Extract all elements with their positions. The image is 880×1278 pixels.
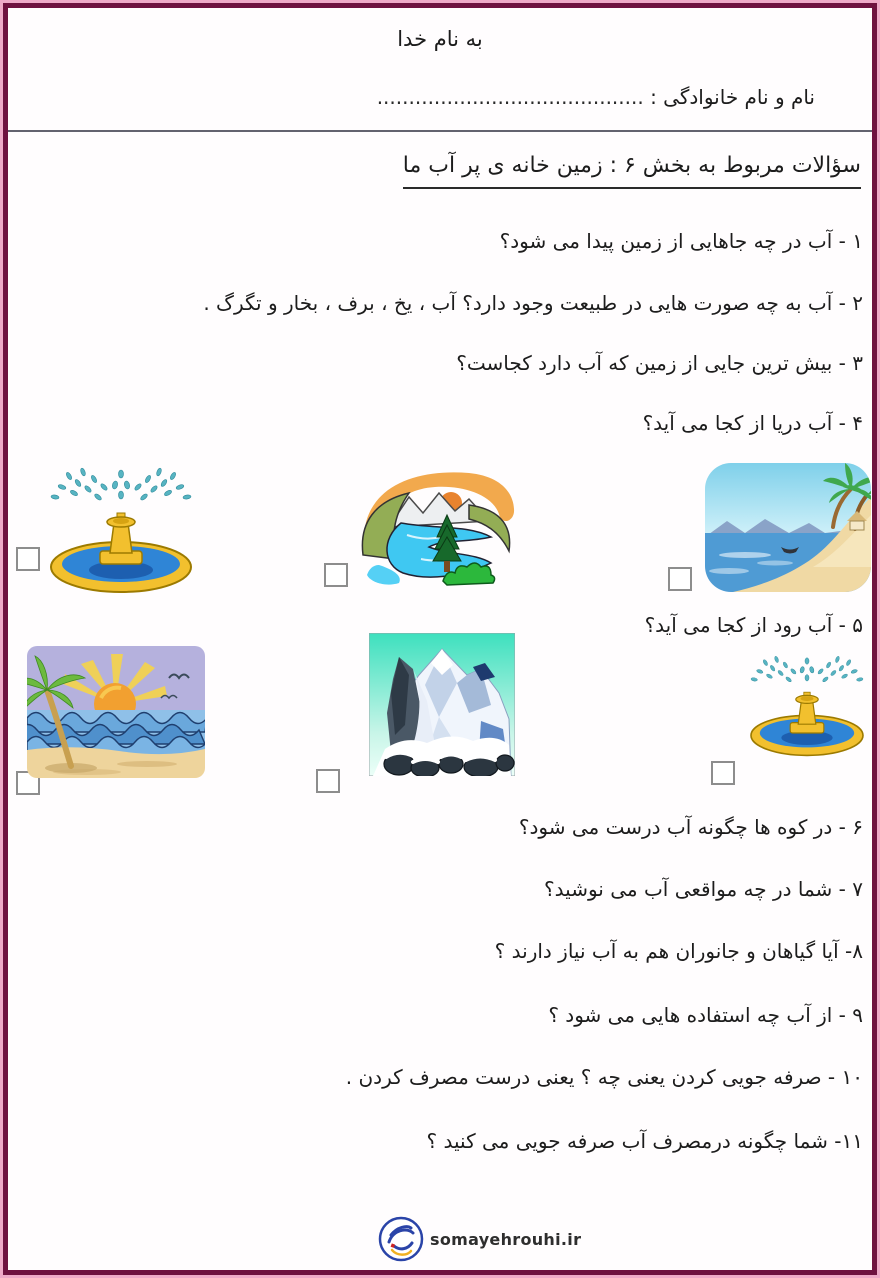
question-9: ۹ - از آب چه استفاده هایی می شود ؟ bbox=[548, 1003, 863, 1027]
question-7: ۷ - شما در چه مواقعی آب می نوشید؟ bbox=[544, 877, 863, 901]
question-6: ۶ - در کوه ها چگونه آب درست می شود؟ bbox=[518, 815, 863, 839]
site-url: somayehrouhi.ir bbox=[430, 1229, 582, 1249]
question-3: ۳ - بیش ترین جایی از زمین که آب دارد کجاست؟ bbox=[456, 351, 863, 375]
answer-checkbox-river[interactable] bbox=[324, 563, 348, 587]
fountain-image bbox=[35, 463, 207, 595]
question-4: ۴ - آب دریا از کجا می آید؟ bbox=[642, 411, 863, 435]
fountain-image-2 bbox=[739, 643, 875, 767]
spring-river-image bbox=[351, 465, 523, 591]
footer bbox=[377, 1215, 581, 1263]
snowy-mountain-image bbox=[369, 633, 515, 776]
bismillah-heading: به نام خدا bbox=[397, 27, 483, 51]
site-logo-icon bbox=[377, 1215, 425, 1263]
question-10: ۱۰ - صرفه جویی کردن یعنی چه ؟ یعنی درست مصرف کردن . bbox=[345, 1065, 863, 1089]
question-5: ۵ - آب رود از کجا می آید؟ bbox=[644, 613, 863, 637]
header-divider bbox=[3, 130, 877, 132]
name-row bbox=[377, 85, 815, 109]
question-1: ۱ - آب در چه جاهایی از زمین پیدا می شود؟ bbox=[499, 229, 863, 253]
answer-checkbox-mountain[interactable] bbox=[316, 769, 340, 793]
sea-beach-image bbox=[705, 463, 871, 592]
answer-checkbox-beach-1[interactable] bbox=[668, 567, 692, 591]
answer-checkbox-fountain-2[interactable] bbox=[711, 761, 735, 785]
name-label: نام و نام خانوادگی : bbox=[650, 85, 815, 109]
section-title: سؤالات مربوط به بخش ۶ : زمین خانه ی پر آب ما bbox=[403, 153, 861, 189]
name-input-blank[interactable]: .......................................... bbox=[376, 85, 644, 109]
question-2: ۲ - آب به چه صورت هایی در طبیعت وجود دارد؟ آب ، یخ ، برف ، بخار و تگرگ . bbox=[203, 291, 863, 315]
question-8: ۸- آیا گیاهان و جانوران هم به آب نیاز دارند ؟ bbox=[494, 939, 863, 963]
question-11: ۱۱- شما چگونه درمصرف آب صرفه جویی می کنید ؟ bbox=[426, 1129, 863, 1153]
sunset-beach-image bbox=[27, 646, 205, 778]
